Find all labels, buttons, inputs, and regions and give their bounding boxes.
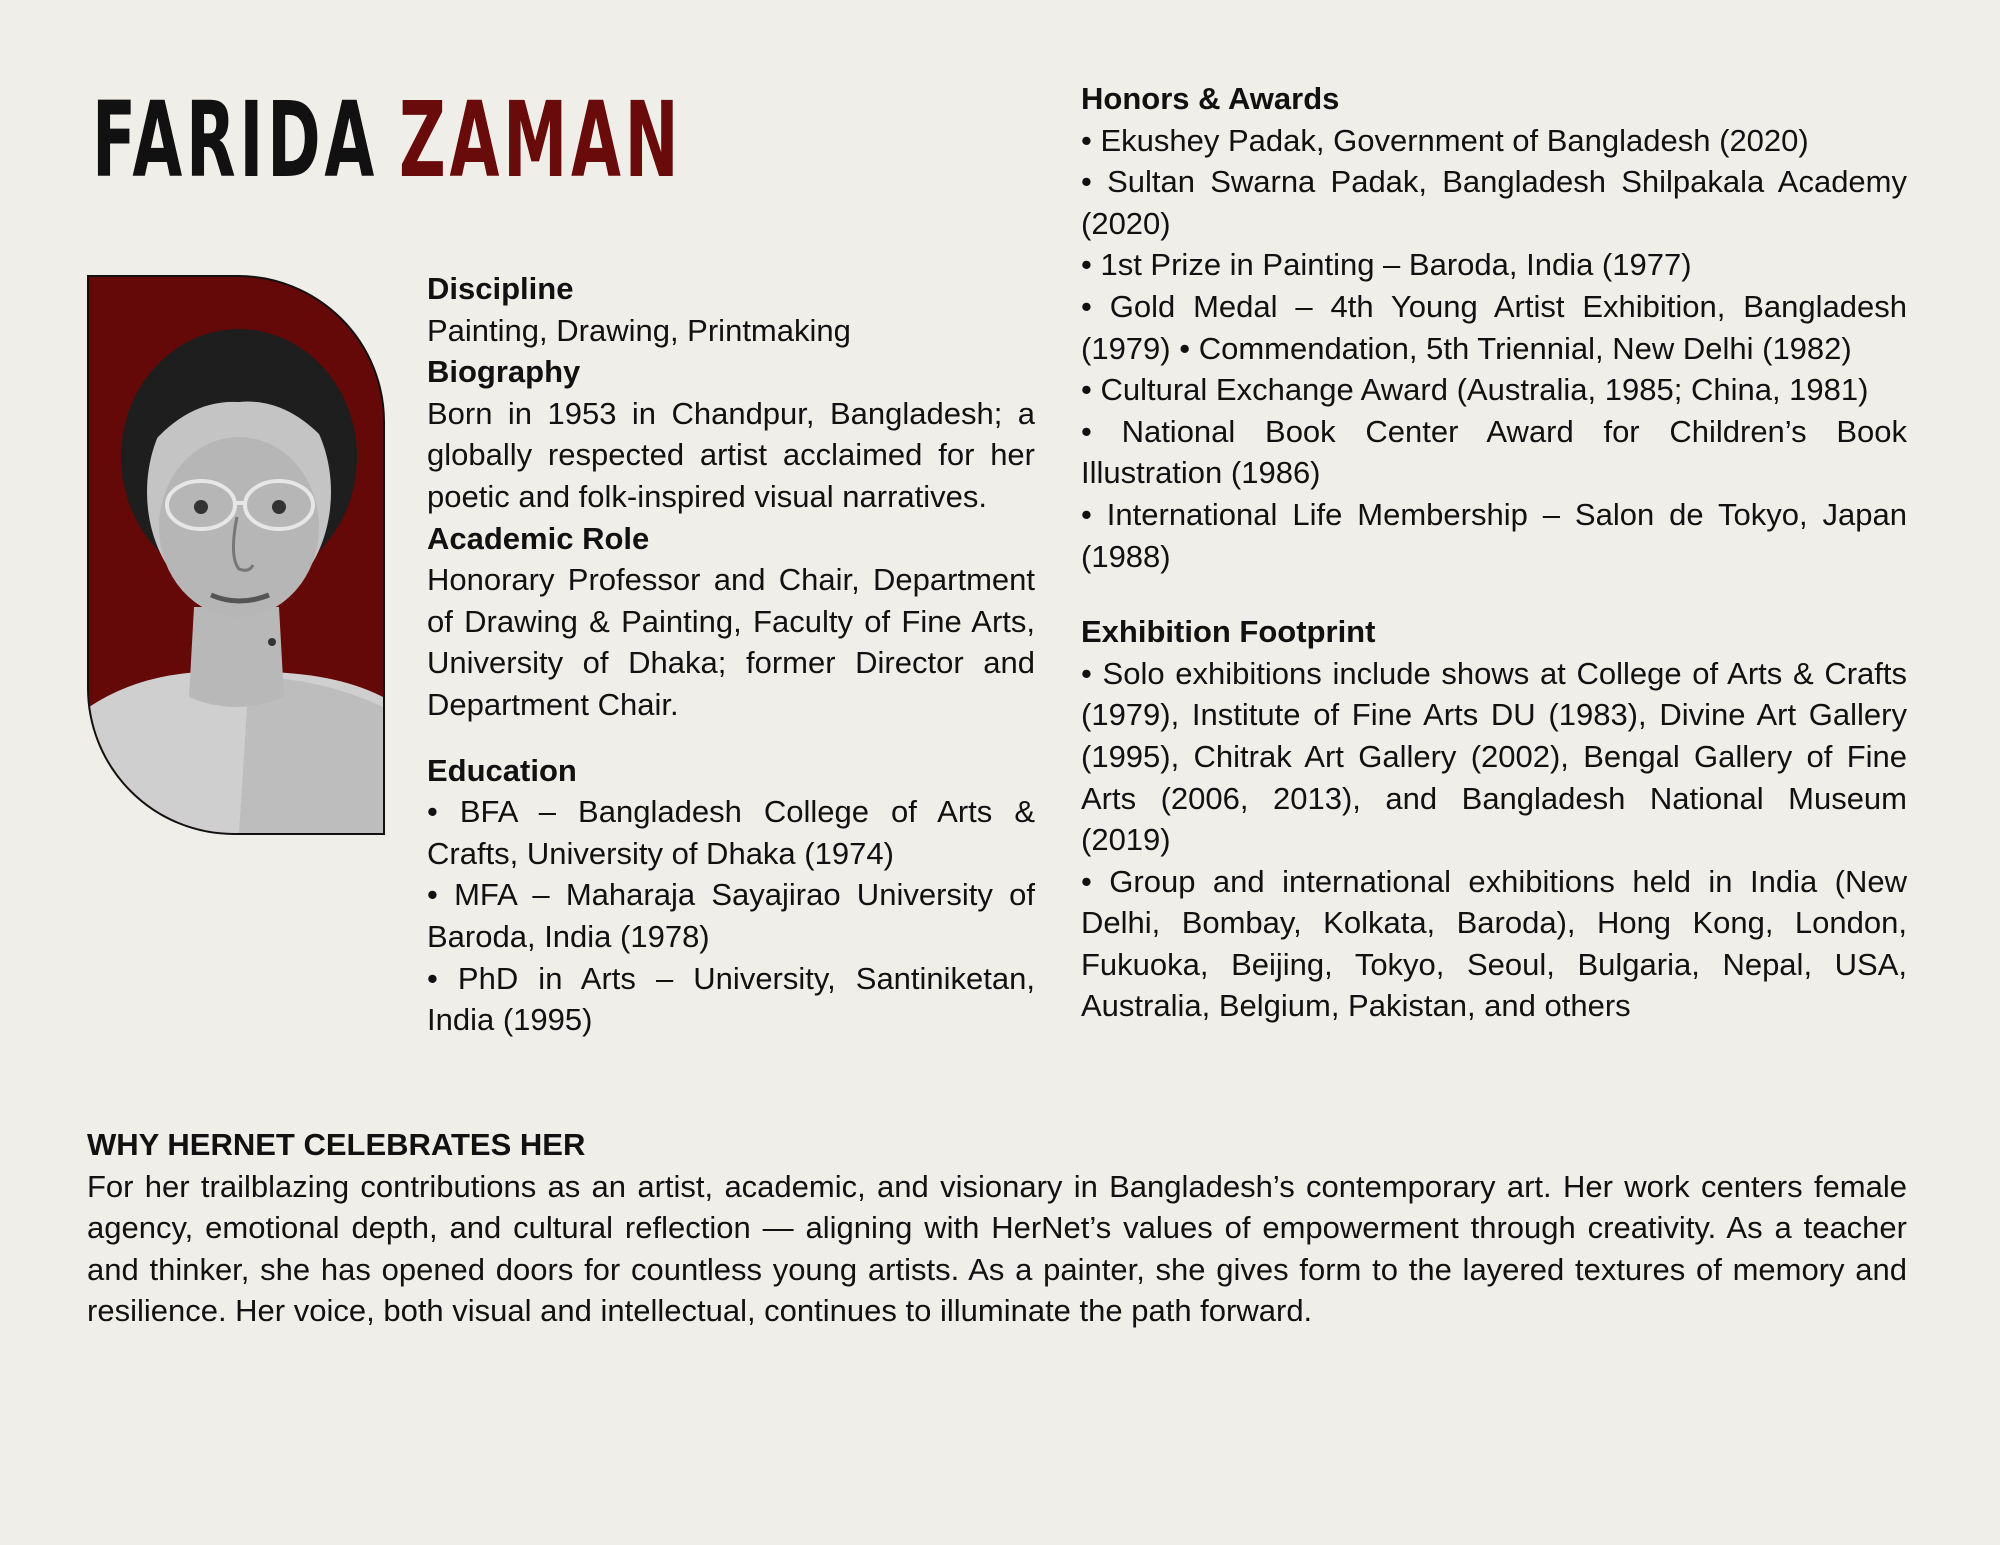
- why-text: For her trailblazing contributions as an artist, academic, and visionary in Bangladesh’s contemporary art. Her work centers female agency, emotional depth, and cultural reflection — aligning with HerNet’s values of empowerment through creativity. As a teacher and thinker, she has opened doors for countless young artists. As a painter, she gives form to the layered textures of memory and resilience. Her voice, both visual and intellectual, continues to illuminate the path forward.: [87, 1168, 1907, 1329]
- left-column: [427, 268, 1035, 1041]
- honor-item: • Sultan Swarna Padak, Bangladesh Shilpakala Academy (2020): [1081, 164, 1907, 241]
- exhibition-item: • Solo exhibitions include shows at College of Arts & Crafts (1979), Institute of Fine Arts DU (1983), Divine Art Gallery (1995), Chitrak Art Gallery (2002), Bengal Gallery of Fine Arts (2006, 2013), and Bangladesh National Museum (2019): [1081, 655, 1907, 858]
- academic-role-heading: Academic Role: [427, 520, 650, 556]
- honor-item: • National Book Center Award for Children’s Book Illustration (1986): [1081, 413, 1907, 491]
- why-heading: WHY HERNET CELEBRATES HER: [87, 1127, 586, 1162]
- portrait-photo: [87, 275, 385, 835]
- honor-item: • Gold Medal – 4th Young Artist Exhibition, Bangladesh (1979) • Commendation, 5th Triennial, New Delhi (1982): [1081, 288, 1907, 366]
- honors-heading: Honors & Awards: [1081, 81, 1340, 116]
- last-name: ZAMAN: [399, 79, 683, 201]
- discipline-text: Painting, Drawing, Printmaking: [427, 312, 851, 348]
- education-heading: Education: [427, 752, 577, 788]
- exhibitions-heading: Exhibition Footprint: [1081, 614, 1376, 650]
- honor-item: • Cultural Exchange Award (Australia, 1985; China, 1981): [1081, 372, 1869, 408]
- biography-text: Born in 1953 in Chandpur, Bangladesh; a globally respected artist acclaimed for her poetic and folk-inspired visual narratives.: [427, 395, 1035, 514]
- education-item: • MFA – Maharaja Sayajirao University of Baroda, India (1978): [427, 877, 1035, 954]
- exhibition-item: • Group and international exhibitions held in India (New Delhi, Bombay, Kolkata, Baroda), Hong Kong, London, Fukuoka, Beijing, Tokyo, Seoul, Bulgaria, Nepal, USA, Australia, Belgium, Pakistan, and others: [1081, 863, 1907, 1024]
- first-name: FARIDA: [92, 79, 378, 201]
- honor-item: • Ekushey Padak, Government of Bangladesh (2020): [1081, 122, 1809, 158]
- discipline-heading: Discipline: [427, 271, 574, 306]
- biography-heading: Biography: [427, 354, 581, 390]
- honor-item: • International Life Membership – Salon de Tokyo, Japan (1988): [1081, 496, 1907, 574]
- academic-role-text: Honorary Professor and Chair, Department of Drawing & Painting, Faculty of Fine Arts, University of Dhaka; former Director and Department Chair.: [427, 562, 1035, 722]
- honor-item: • 1st Prize in Painting – Baroda, India (1977): [1081, 247, 1692, 283]
- why-section: [87, 1124, 1907, 1332]
- education-item: • PhD in Arts – University, Santiniketan, India (1995): [427, 960, 1035, 1038]
- portrait-illustration: [89, 277, 383, 833]
- education-item: • BFA – Bangladesh College of Arts & Crafts, University of Dhaka (1974): [427, 794, 1035, 871]
- right-column: [1081, 78, 1907, 1027]
- page-title: [92, 79, 683, 201]
